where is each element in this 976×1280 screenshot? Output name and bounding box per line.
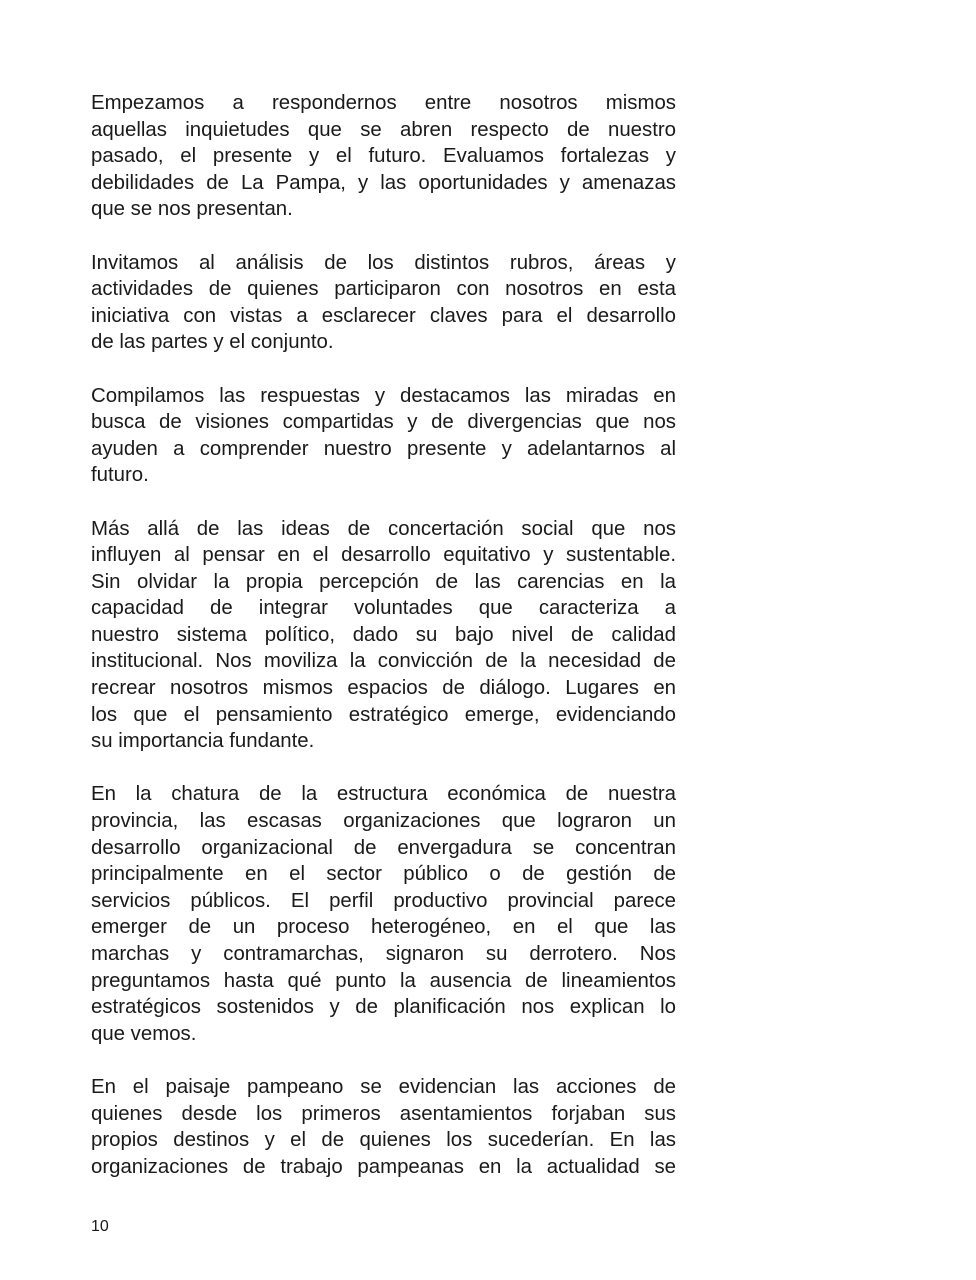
text-line: estratégicos sostenidos y de planificación nos explican lo (91, 996, 676, 1019)
text-line: institucional. Nos moviliza la convicción de la necesidad de (91, 650, 676, 673)
text-line: servicios públicos. El perfil productivo provincial parece (91, 889, 676, 912)
text-line: organizaciones de trabajo pampeanas en la actualidad se (91, 1155, 676, 1178)
text-line: que vemos. (91, 1022, 197, 1045)
text-line: que se nos presentan. (91, 198, 293, 221)
text-line: propios destinos y el de quienes los sucederían. En las (91, 1129, 676, 1152)
text-line: su importancia fundante. (91, 730, 315, 753)
text-line: influyen al pensar en el desarrollo equitativo y sustentable. (91, 544, 676, 567)
text-line: iniciativa con vistas a esclarecer claves para el desarrollo (91, 304, 676, 327)
text-line: aquellas inquietudes que se abren respecto de nuestro (91, 118, 676, 141)
paragraph (91, 516, 676, 755)
text-line: nuestro sistema político, dado su bajo nivel de calidad (91, 623, 676, 646)
paragraph (91, 383, 676, 489)
text-line: provincia, las escasas organizaciones que lograron un (91, 810, 676, 833)
text-line: quienes desde los primeros asentamientos forjaban sus (91, 1102, 676, 1125)
text-line: En el paisaje pampeano se evidencian las acciones de (91, 1075, 676, 1098)
text-line: futuro. (91, 464, 149, 487)
paragraph (91, 250, 676, 356)
text-line: pasado, el presente y el futuro. Evaluamos fortalezas y (91, 145, 676, 168)
text-line: ayuden a comprender nuestro presente y adelantarnos al (91, 437, 676, 460)
text-line: busca de visiones compartidas y de divergencias que nos (91, 411, 676, 434)
paragraph (91, 90, 676, 223)
page-number: 10 (91, 1218, 109, 1235)
text-line: Invitamos al análisis de los distintos rubros, áreas y (91, 251, 676, 274)
paragraph (91, 781, 676, 1047)
document-body (91, 90, 676, 1207)
text-line: debilidades de La Pampa, y las oportunidades y amenazas (91, 171, 676, 194)
text-line: capacidad de integrar voluntades que caracteriza a (91, 597, 676, 620)
text-line: preguntamos hasta qué punto la ausencia de lineamientos (91, 969, 676, 992)
text-line: Sin olvidar la propia percepción de las carencias en la (91, 570, 676, 593)
text-line: principalmente en el sector público o de gestión de (91, 863, 676, 886)
text-line: de las partes y el conjunto. (91, 331, 334, 354)
text-line: Compilamos las respuestas y destacamos las miradas en (91, 384, 676, 407)
text-line: actividades de quienes participaron con nosotros en esta (91, 278, 676, 301)
text-line: En la chatura de la estructura económica de nuestra (91, 783, 676, 806)
text-line: marchas y contramarchas, signaron su derrotero. Nos (91, 943, 676, 965)
text-line: Empezamos a respondernos entre nosotros mismos (91, 92, 676, 114)
text-line: emerger de un proceso heterogéneo, en el que las (91, 916, 676, 939)
text-line: desarrollo organizacional de envergadura se concentran (91, 836, 676, 859)
text-line: los que el pensamiento estratégico emerge, evidenciando (91, 703, 676, 726)
text-line: recrear nosotros mismos espacios de diálogo. Lugares en (91, 677, 676, 700)
text-line: Más allá de las ideas de concertación social que nos (91, 517, 676, 540)
paragraph (91, 1074, 676, 1180)
